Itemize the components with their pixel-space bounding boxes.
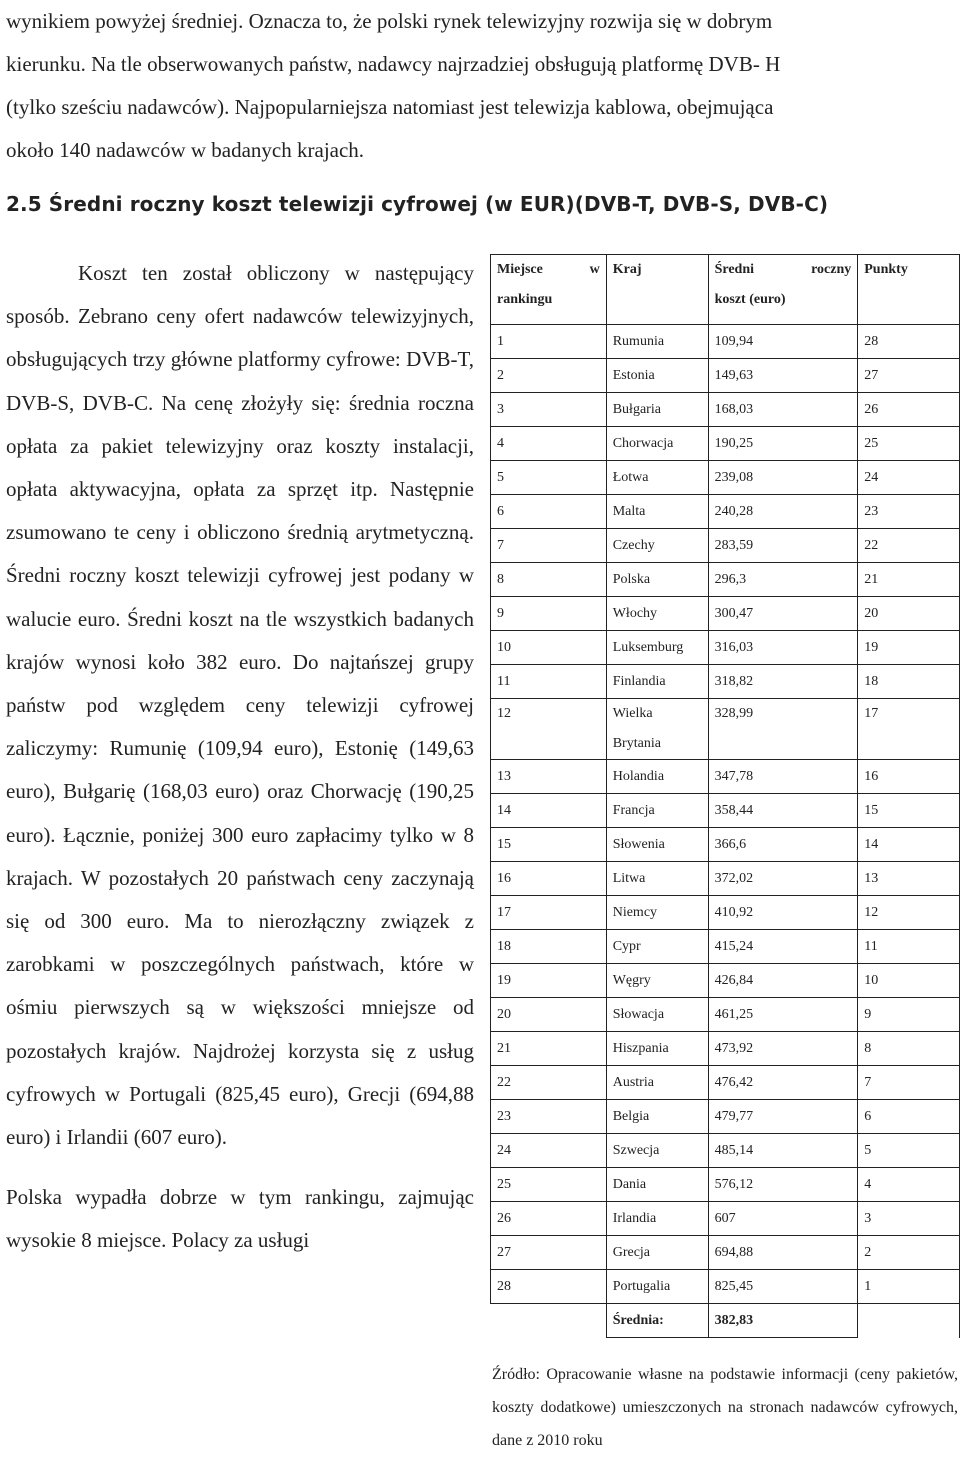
table-row bbox=[491, 393, 960, 427]
body-paragraph-1: Koszt ten został obliczony w następujący sposób. Zebrano ceny ofert nadawców telewizyjnych, obsługujących trzy główne platformy cyfrowe: DVB-T, DVB-S, DVB-C. Na cenę złożyły się: średnia roczna opłata za pakiet telewizyjny oraz koszty instalacji, opłata aktywacyjna, opłata za sprzęt itp. Następnie zsumowano te ceny i obliczono średnią arytmetyczną. Średni roczny koszt telewizji cyfrowej jest podany w walucie euro. Średni koszt na tle wszystkich badanych krajów wynosi koło 382 euro. Do najtańszej grupy państw pod względem ceny telewizji cyfrowej zaliczymy: Rumunię (109,94 euro), Estonię (149,63 euro), Bułgarię (168,03 euro) oraz Chorwację (190,25 euro). Łącznie, poniżej 300 euro zapłacimy tylko w 8 krajach. W pozostałych 20 państwach ceny zaczynają się od 300 euro. Ma to nierozłączny związek z zarobkami w poszczególnych państwach, które w ośmiu pierwszych są w większości mniejsze od pozostałych krajów. Najdrożej korzysta się z usług cyfrowych w Portugali (825,45 euro), Grecji (694,88 euro) i Irlandii (607 euro). bbox=[6, 261, 474, 1150]
cell-cost: 461,25 bbox=[708, 998, 858, 1032]
intro-line: (tylko sześciu nadawców). Najpopularniejsza natomiast jest telewizja kablowa, obejmująca bbox=[6, 95, 774, 119]
cell-country: Malta bbox=[606, 495, 708, 529]
cell-rank: 13 bbox=[491, 760, 607, 794]
intro-line: około 140 nadawców w badanych krajach. bbox=[6, 138, 365, 162]
intro-text bbox=[6, 0, 950, 172]
cell-points: 28 bbox=[858, 325, 960, 359]
cell-cost: 372,02 bbox=[708, 862, 858, 896]
cell-points: 12 bbox=[858, 896, 960, 930]
cell-country: Bułgaria bbox=[606, 393, 708, 427]
cell-cost: 328,99 bbox=[708, 699, 858, 760]
cell-country: Estonia bbox=[606, 359, 708, 393]
body-paragraph-2: Polska wypadła dobrze w tym rankingu, zajmując wysokie 8 miejsce. Polacy za usługi bbox=[6, 1185, 474, 1253]
table-row bbox=[491, 828, 960, 862]
cell-points: 6 bbox=[858, 1100, 960, 1134]
cell-points: 4 bbox=[858, 1168, 960, 1202]
table-row bbox=[491, 964, 960, 998]
cell-rank: 11 bbox=[491, 665, 607, 699]
cell-points: 17 bbox=[858, 699, 960, 760]
cell-country: Finlandia bbox=[606, 665, 708, 699]
average-label: Średnia: bbox=[606, 1304, 708, 1338]
table-row bbox=[491, 1270, 960, 1304]
cell-cost: 240,28 bbox=[708, 495, 858, 529]
cell-rank: 25 bbox=[491, 1168, 607, 1202]
cell-country: Portugalia bbox=[606, 1270, 708, 1304]
cell-cost: 576,12 bbox=[708, 1168, 858, 1202]
average-value: 382,83 bbox=[708, 1304, 858, 1338]
cell-rank: 10 bbox=[491, 631, 607, 665]
intro-line: wynikiem powyżej średniej. Oznacza to, że polski rynek telewizyjny rozwija się w dobrym bbox=[6, 9, 773, 33]
cell-country: Czechy bbox=[606, 529, 708, 563]
table-row bbox=[491, 794, 960, 828]
cell-cost: 415,24 bbox=[708, 930, 858, 964]
cell-rank: 23 bbox=[491, 1100, 607, 1134]
cell-country: Dania bbox=[606, 1168, 708, 1202]
header-rank bbox=[491, 255, 607, 325]
table-row bbox=[491, 862, 960, 896]
cell-cost: 296,3 bbox=[708, 563, 858, 597]
table-row bbox=[491, 998, 960, 1032]
cell-cost: 476,42 bbox=[708, 1066, 858, 1100]
cell-rank: 28 bbox=[491, 1270, 607, 1304]
cell-points: 8 bbox=[858, 1032, 960, 1066]
cell-country: Holandia bbox=[606, 760, 708, 794]
cell-points: 7 bbox=[858, 1066, 960, 1100]
table-row bbox=[491, 461, 960, 495]
cell-points: 2 bbox=[858, 1236, 960, 1270]
table-row bbox=[491, 597, 960, 631]
header-cost-text: Średni bbox=[714, 262, 755, 277]
cell-cost: 410,92 bbox=[708, 896, 858, 930]
cell-cost: 239,08 bbox=[708, 461, 858, 495]
header-country: Kraj bbox=[606, 255, 708, 325]
cell-country: Polska bbox=[606, 563, 708, 597]
cell-points: 23 bbox=[858, 495, 960, 529]
average-spacer bbox=[491, 1304, 607, 1338]
cell-rank: 19 bbox=[491, 964, 607, 998]
section-heading: 2.5 Średni roczny koszt telewizji cyfrowej (w EUR)(DVB-T, DVB-S, DVB-C) bbox=[6, 192, 829, 216]
cell-rank: 22 bbox=[491, 1066, 607, 1100]
cell-rank: 12 bbox=[491, 699, 607, 760]
cell-cost: 366,6 bbox=[708, 828, 858, 862]
cell-points: 16 bbox=[858, 760, 960, 794]
cell-rank: 24 bbox=[491, 1134, 607, 1168]
average-spacer bbox=[858, 1304, 960, 1338]
cell-country: Włochy bbox=[606, 597, 708, 631]
header-rank-text: rankingu bbox=[497, 292, 553, 307]
cell-country: Grecja bbox=[606, 1236, 708, 1270]
table-row bbox=[491, 1100, 960, 1134]
intro-line: kierunku. Na tle obserwowanych państw, nadawcy najrzadziej obsługują platformę DVB- H bbox=[6, 52, 781, 76]
header-rank-text: w bbox=[589, 262, 600, 277]
table-row bbox=[491, 665, 960, 699]
cell-country: Francja bbox=[606, 794, 708, 828]
cell-rank: 3 bbox=[491, 393, 607, 427]
cell-points: 5 bbox=[858, 1134, 960, 1168]
table-row bbox=[491, 760, 960, 794]
cell-cost: 473,92 bbox=[708, 1032, 858, 1066]
cell-cost: 300,47 bbox=[708, 597, 858, 631]
cell-rank: 4 bbox=[491, 427, 607, 461]
cell-rank: 1 bbox=[491, 325, 607, 359]
cell-points: 26 bbox=[858, 393, 960, 427]
header-cost bbox=[708, 255, 858, 325]
table-row bbox=[491, 1168, 960, 1202]
cell-country: Niemcy bbox=[606, 896, 708, 930]
cell-country: Irlandia bbox=[606, 1202, 708, 1236]
cell-rank: 20 bbox=[491, 998, 607, 1032]
cell-rank: 6 bbox=[491, 495, 607, 529]
cell-points: 19 bbox=[858, 631, 960, 665]
table-row bbox=[491, 1202, 960, 1236]
cell-points: 27 bbox=[858, 359, 960, 393]
table-row bbox=[491, 1134, 960, 1168]
cell-country: Austria bbox=[606, 1066, 708, 1100]
cell-points: 18 bbox=[858, 665, 960, 699]
cell-points: 20 bbox=[858, 597, 960, 631]
cell-points: 9 bbox=[858, 998, 960, 1032]
table-row bbox=[491, 495, 960, 529]
table-row bbox=[491, 427, 960, 461]
cell-country: Hiszpania bbox=[606, 1032, 708, 1066]
cell-cost: 479,77 bbox=[708, 1100, 858, 1134]
cell-cost: 318,82 bbox=[708, 665, 858, 699]
cell-cost: 168,03 bbox=[708, 393, 858, 427]
cell-country: Łotwa bbox=[606, 461, 708, 495]
table-row bbox=[491, 699, 960, 760]
cell-rank: 17 bbox=[491, 896, 607, 930]
cell-rank: 14 bbox=[491, 794, 607, 828]
cell-points: 3 bbox=[858, 1202, 960, 1236]
average-row bbox=[491, 1304, 960, 1338]
cell-rank: 9 bbox=[491, 597, 607, 631]
cell-country: Wielka Brytania bbox=[606, 699, 708, 760]
cell-rank: 21 bbox=[491, 1032, 607, 1066]
cell-rank: 15 bbox=[491, 828, 607, 862]
cell-points: 22 bbox=[858, 529, 960, 563]
table-row bbox=[491, 359, 960, 393]
cell-points: 25 bbox=[858, 427, 960, 461]
cell-country: Cypr bbox=[606, 930, 708, 964]
cell-cost: 426,84 bbox=[708, 964, 858, 998]
cell-rank: 27 bbox=[491, 1236, 607, 1270]
cell-points: 10 bbox=[858, 964, 960, 998]
cell-cost: 358,44 bbox=[708, 794, 858, 828]
cell-points: 11 bbox=[858, 930, 960, 964]
table-row bbox=[491, 930, 960, 964]
table-row bbox=[491, 325, 960, 359]
cell-cost: 347,78 bbox=[708, 760, 858, 794]
cell-country: Litwa bbox=[606, 862, 708, 896]
ranking-table bbox=[490, 254, 960, 1338]
header-rank-text: Miejsce bbox=[497, 262, 543, 277]
cell-points: 1 bbox=[858, 1270, 960, 1304]
cell-country: Luksemburg bbox=[606, 631, 708, 665]
cell-cost: 825,45 bbox=[708, 1270, 858, 1304]
cell-cost: 316,03 bbox=[708, 631, 858, 665]
cell-country: Belgia bbox=[606, 1100, 708, 1134]
table-header-row bbox=[491, 255, 960, 325]
cell-cost: 149,63 bbox=[708, 359, 858, 393]
cell-country: Węgry bbox=[606, 964, 708, 998]
cell-rank: 26 bbox=[491, 1202, 607, 1236]
cell-country: Chorwacja bbox=[606, 427, 708, 461]
cell-rank: 5 bbox=[491, 461, 607, 495]
table-row bbox=[491, 1032, 960, 1066]
cell-rank: 2 bbox=[491, 359, 607, 393]
cell-rank: 16 bbox=[491, 862, 607, 896]
cell-cost: 190,25 bbox=[708, 427, 858, 461]
cell-cost: 607 bbox=[708, 1202, 858, 1236]
table-row bbox=[491, 563, 960, 597]
cell-points: 13 bbox=[858, 862, 960, 896]
cell-rank: 8 bbox=[491, 563, 607, 597]
cell-points: 21 bbox=[858, 563, 960, 597]
cell-cost: 283,59 bbox=[708, 529, 858, 563]
cell-country: Słowenia bbox=[606, 828, 708, 862]
cell-points: 15 bbox=[858, 794, 960, 828]
body-text bbox=[6, 252, 474, 1263]
source-note: Źródło: Opracowanie własne na podstawie informacji (ceny pakietów, koszty dodatkowe) umieszczonych na stronach nadawców cyfrowych, dane z 2010 roku bbox=[492, 1366, 958, 1449]
header-cost-text: koszt (euro) bbox=[714, 292, 786, 307]
cell-cost: 485,14 bbox=[708, 1134, 858, 1168]
table-row bbox=[491, 631, 960, 665]
cell-country: Słowacja bbox=[606, 998, 708, 1032]
table-row bbox=[491, 1066, 960, 1100]
table-row bbox=[491, 1236, 960, 1270]
table-row bbox=[491, 529, 960, 563]
header-cost-text: roczny bbox=[811, 262, 852, 277]
cell-country: Rumunia bbox=[606, 325, 708, 359]
cell-country: Szwecja bbox=[606, 1134, 708, 1168]
cell-cost: 694,88 bbox=[708, 1236, 858, 1270]
cell-cost: 109,94 bbox=[708, 325, 858, 359]
table-row bbox=[491, 896, 960, 930]
header-points: Punkty bbox=[858, 255, 960, 325]
cell-points: 24 bbox=[858, 461, 960, 495]
cell-points: 14 bbox=[858, 828, 960, 862]
cell-rank: 7 bbox=[491, 529, 607, 563]
cell-rank: 18 bbox=[491, 930, 607, 964]
